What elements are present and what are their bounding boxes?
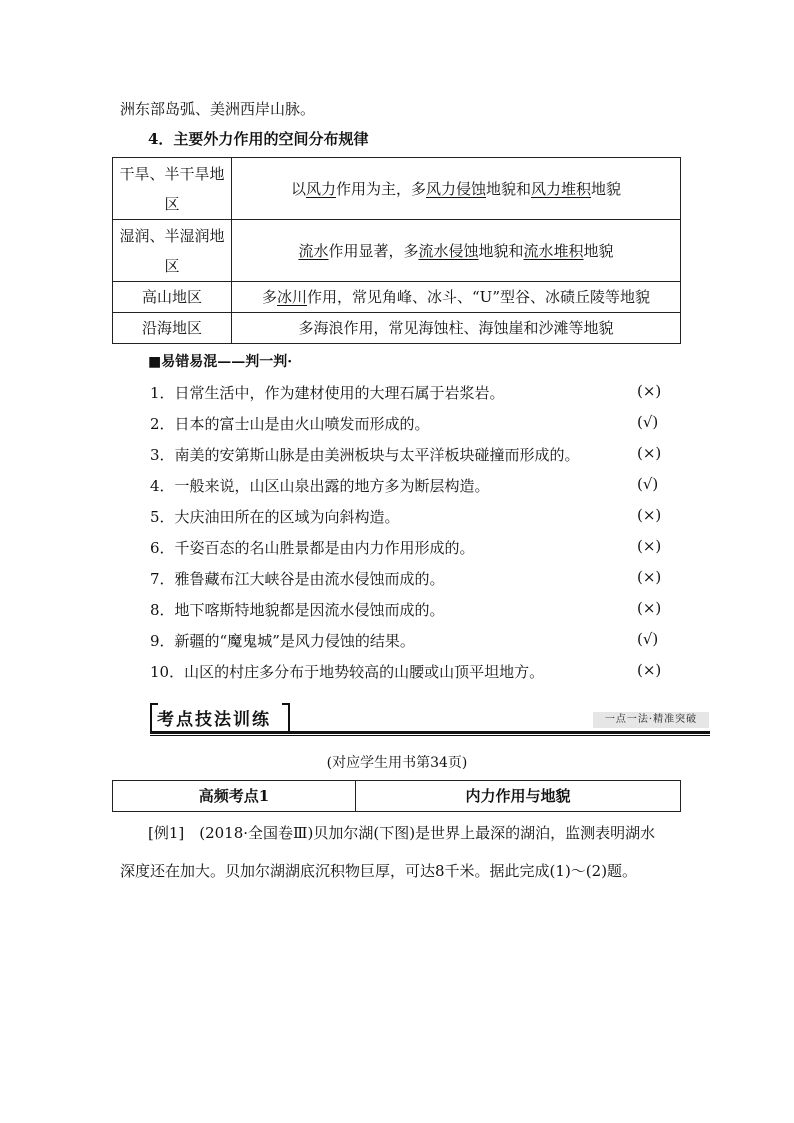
region-row <box>113 282 681 313</box>
judge-item: 7．雅鲁藏布江大峡谷是由流水侵蚀而成的。 <box>150 570 445 588</box>
description-text: 地貌 <box>591 179 622 198</box>
region-description <box>232 282 681 313</box>
underlined-term: 流水侵蚀 <box>418 241 479 260</box>
underlined-term: 流水堆积 <box>523 241 584 260</box>
judge-item: 10．山区的村庄多分布于地势较高的山腰或山顶平坦地方。 <box>150 663 545 681</box>
description-text: 作用，常见角峰、冰斗、“U”型谷、冰碛丘陵等地貌 <box>307 288 650 306</box>
judge-item: 4．一般来说，山区山泉出露的地方多为断层构造。 <box>150 477 490 495</box>
region-row <box>113 313 681 344</box>
underlined-term: 冰川 <box>277 288 308 306</box>
judge-item: 5．大庆油田所在的区域为向斜构造。 <box>150 508 400 526</box>
judge-item: 3．南美的安第斯山脉是由美洲板块与太平洋板块碰撞而形成的。 <box>150 446 580 464</box>
description-text: 作用为主，多 <box>335 179 426 198</box>
page-ref: (对应学生用书第34页) <box>326 755 468 771</box>
keypoint-topic: 内力作用与地貌 <box>356 781 681 812</box>
region-table <box>112 157 681 344</box>
region-name: 高山地区 <box>113 282 232 313</box>
keypoint-table <box>112 780 681 812</box>
judge-mark: (√) <box>637 630 659 648</box>
region-name: 沿海地区 <box>113 313 232 344</box>
region-row <box>113 220 681 282</box>
description-text: 以 <box>290 179 306 198</box>
underlined-term: 流水 <box>298 241 329 260</box>
intro-line: 洲东部岛弧、美洲西岸山脉。 <box>120 100 316 118</box>
region-name: 湿润、半湿润地区 <box>113 220 232 282</box>
region-description <box>232 313 681 344</box>
banner-rule <box>150 731 710 734</box>
underlined-term: 风力 <box>305 179 336 198</box>
judge-mark: (×) <box>637 568 662 586</box>
underlined-term: 风力堆积 <box>531 179 592 198</box>
example-line-2: 深度还在加大。贝加尔湖湖底沉积物巨厚，可达8千米。据此完成(1)～(2)题。 <box>120 862 638 880</box>
example-line-1: [例1] (2018·全国卷Ⅲ)贝加尔湖(下图)是世界上最深的湖泊，监测表明湖水 <box>148 824 656 842</box>
judge-heading: ■易错易混——判一判· <box>148 354 293 370</box>
judge-item: 2．日本的富士山是由火山喷发而形成的。 <box>150 415 430 433</box>
judge-mark: (×) <box>637 537 662 555</box>
judge-item: 6．千姿百态的名山胜景都是由内力作用形成的。 <box>150 539 475 557</box>
region-name: 干旱、半干旱地区 <box>113 158 232 220</box>
section4-title: 4．主要外力作用的空间分布规律 <box>148 130 369 148</box>
judge-item: 1．日常生活中，作为建材使用的大理石属于岩浆岩。 <box>150 384 505 402</box>
keypoint-label: 高频考点1 <box>113 781 356 812</box>
description-text: 地貌和 <box>478 241 524 260</box>
region-description <box>232 158 681 220</box>
judge-mark: (×) <box>637 444 662 462</box>
banner-tag: 一点一法·精准突破 <box>593 712 709 728</box>
judge-mark: (×) <box>637 506 662 524</box>
underlined-term: 风力侵蚀 <box>425 179 486 198</box>
judge-mark: (√) <box>637 413 659 431</box>
region-row <box>113 158 681 220</box>
description-text: 地貌和 <box>486 179 532 198</box>
judge-mark: (√) <box>637 475 659 493</box>
description-text: 地貌 <box>583 241 614 260</box>
description-text: 作用显著，多 <box>328 241 419 260</box>
description-text: 多 <box>261 288 277 306</box>
judge-mark: (×) <box>637 382 662 400</box>
judge-item: 9．新疆的“魔鬼城”是风力侵蚀的结果。 <box>150 632 415 650</box>
region-description <box>232 220 681 282</box>
judge-mark: (×) <box>637 599 662 617</box>
banner-title: 考点技法训练 <box>157 710 271 730</box>
judge-mark: (×) <box>637 661 662 679</box>
banner-bracket-right <box>282 703 290 733</box>
banner-rule-thin <box>150 735 710 736</box>
judge-item: 8．地下喀斯特地貌都是因流水侵蚀而成的。 <box>150 601 445 619</box>
description-text: 多海浪作用，常见海蚀柱、海蚀崖和沙滩等地貌 <box>298 319 614 337</box>
